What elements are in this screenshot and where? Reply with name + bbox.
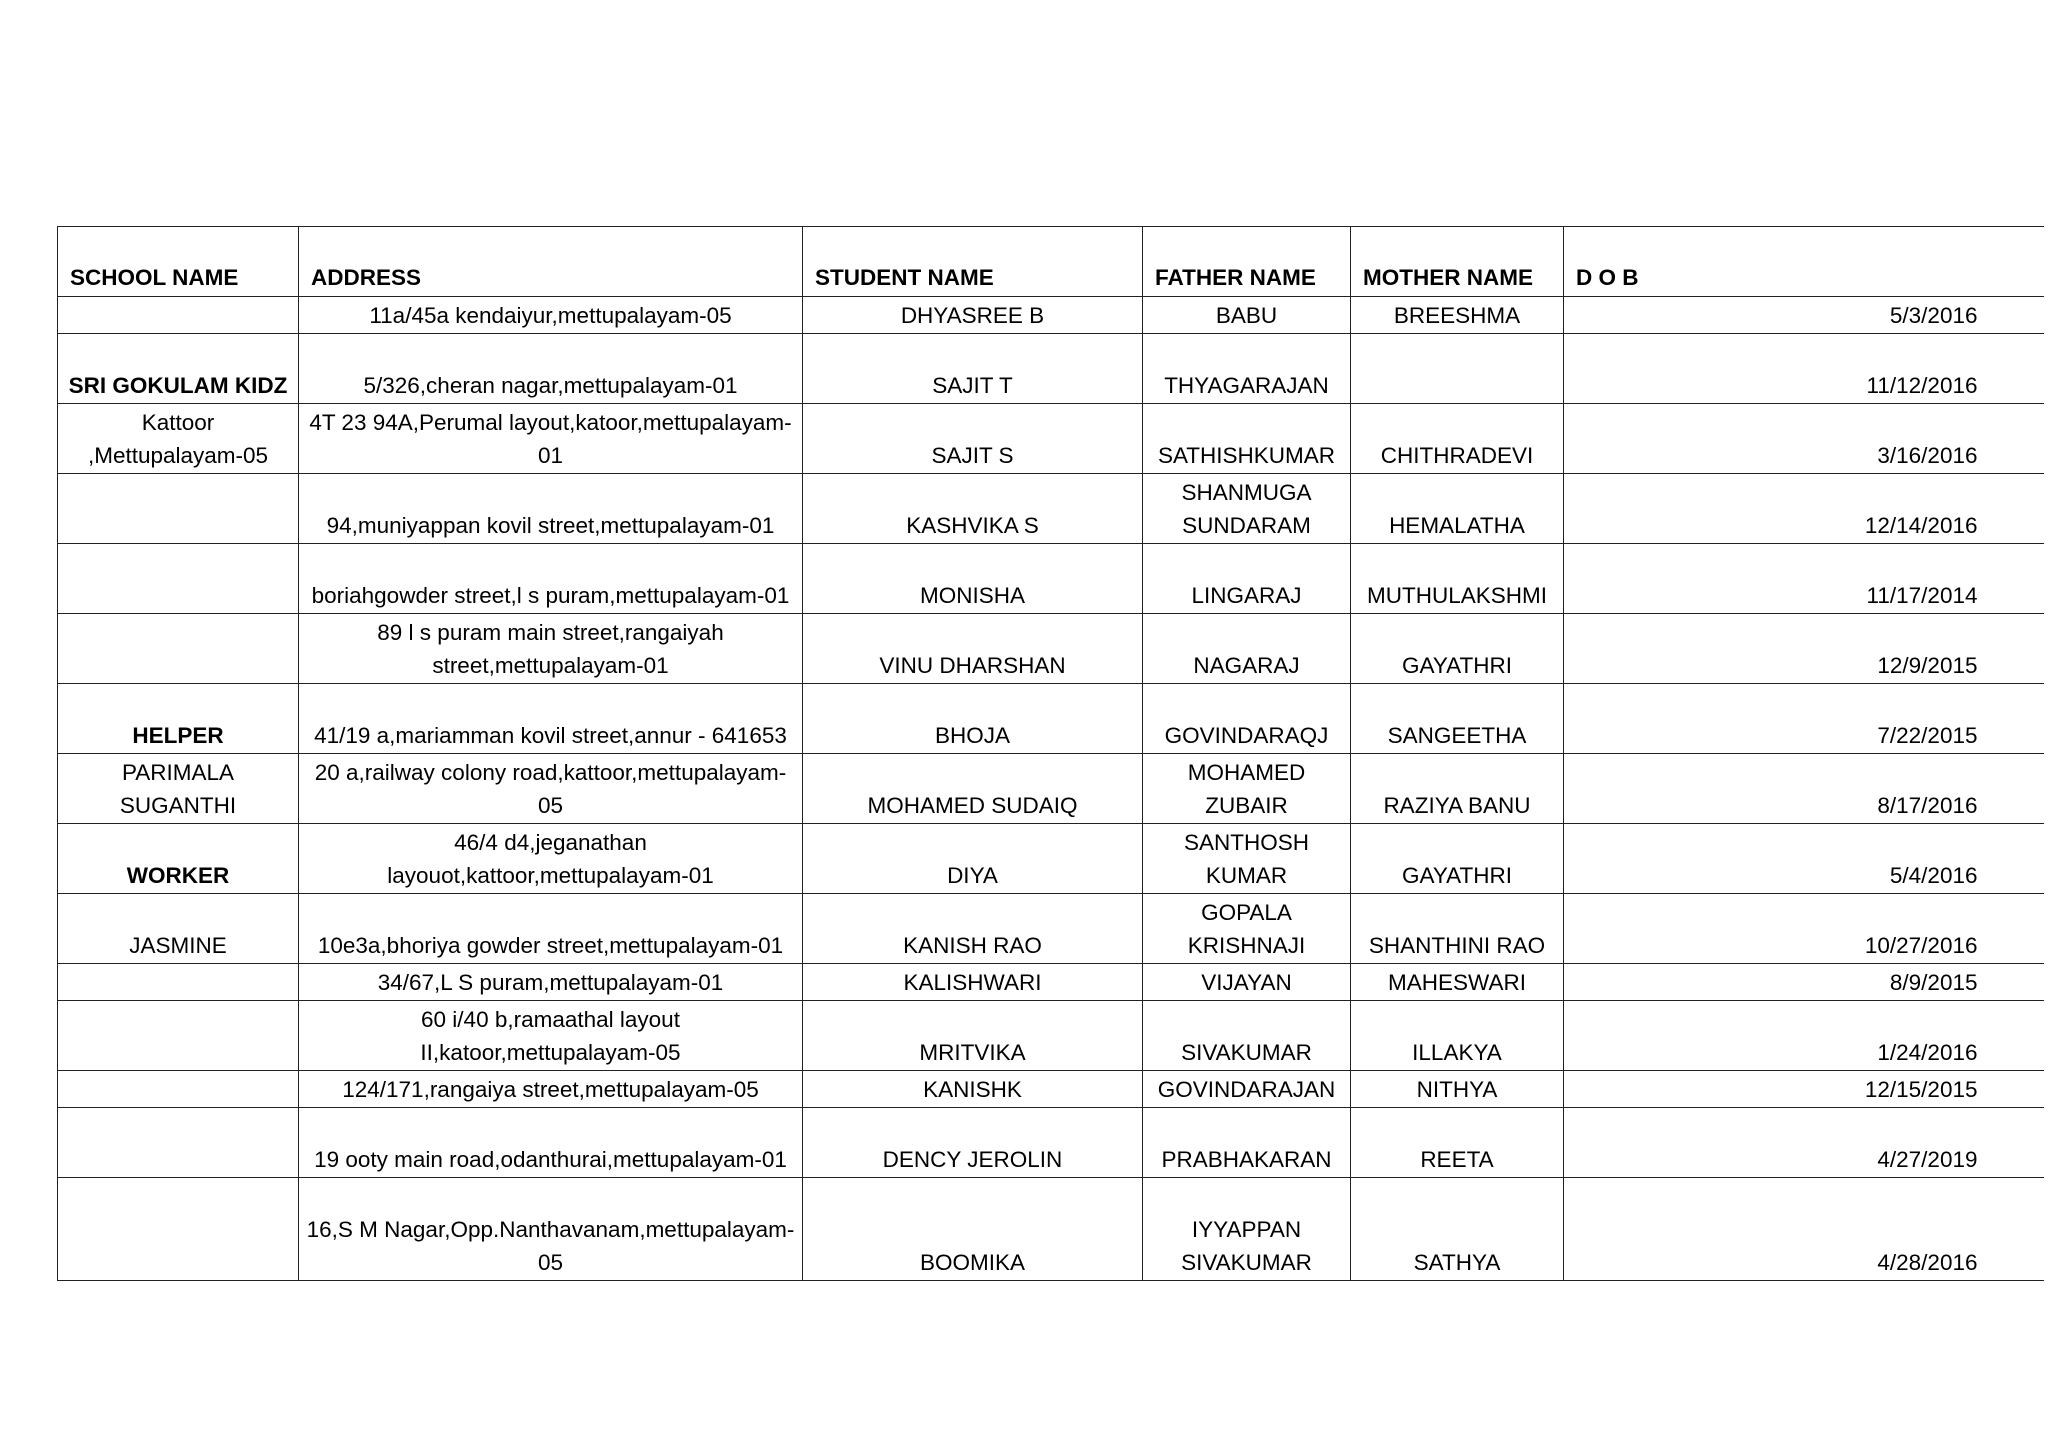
- mother-name-cell: GAYATHRI: [1351, 824, 1564, 894]
- school-name-cell: [58, 474, 299, 544]
- mother-name-cell: CHITHRADEVI: [1351, 404, 1564, 474]
- table-row: [58, 1001, 2044, 1071]
- mother-name-cell: BREESHMA: [1351, 297, 1564, 334]
- address-cell: 89 l s puram main street,rangaiyah street,mettupalayam-01: [299, 614, 803, 684]
- header-school-name: SCHOOL NAME: [58, 227, 299, 297]
- dob-cell: 3/16/2016: [1564, 404, 2044, 474]
- school-name-cell: PARIMALA SUGANTHI: [58, 754, 299, 824]
- dob-cell: 4/28/2016: [1564, 1178, 2044, 1281]
- father-name-cell: NAGARAJ: [1143, 614, 1351, 684]
- table-row: [58, 964, 2044, 1001]
- student-name-cell: DHYASREE B: [803, 297, 1143, 334]
- mother-name-cell: NITHYA: [1351, 1071, 1564, 1108]
- mother-name-cell: ILLAKYA: [1351, 1001, 1564, 1071]
- address-cell: 16,S M Nagar,Opp.Nanthavanam,mettupalayam-05: [299, 1178, 803, 1281]
- header-dob: D O B: [1564, 227, 2044, 297]
- header-address: ADDRESS: [299, 227, 803, 297]
- address-cell: 10e3a,bhoriya gowder street,mettupalayam-01: [299, 894, 803, 964]
- mother-name-cell: [1351, 334, 1564, 404]
- table-row: [58, 297, 2044, 334]
- dob-cell: 8/17/2016: [1564, 754, 2044, 824]
- father-name-cell: SIVAKUMAR: [1143, 1001, 1351, 1071]
- dob-cell: 4/27/2019: [1564, 1108, 2044, 1178]
- table-header-row: [58, 227, 2044, 297]
- dob-cell: 7/22/2015: [1564, 684, 2044, 754]
- student-name-cell: KASHVIKA S: [803, 474, 1143, 544]
- student-name-cell: KANISHK: [803, 1071, 1143, 1108]
- student-name-cell: MRITVIKA: [803, 1001, 1143, 1071]
- address-cell: 94,muniyappan kovil street,mettupalayam-01: [299, 474, 803, 544]
- mother-name-cell: RAZIYA BANU: [1351, 754, 1564, 824]
- school-name-cell: [58, 544, 299, 614]
- address-cell: 46/4 d4,jeganathan layouot,kattoor,mettupalayam-01: [299, 824, 803, 894]
- father-name-cell: BABU: [1143, 297, 1351, 334]
- student-name-cell: VINU DHARSHAN: [803, 614, 1143, 684]
- school-name-cell: [58, 1001, 299, 1071]
- dob-cell: 8/9/2015: [1564, 964, 2044, 1001]
- table-row: [58, 1071, 2044, 1108]
- student-name-cell: BHOJA: [803, 684, 1143, 754]
- table-row: [58, 1178, 2044, 1281]
- dob-cell: 11/17/2014: [1564, 544, 2044, 614]
- school-name-cell: [58, 1178, 299, 1281]
- father-name-cell: GOPALA KRISHNAJI: [1143, 894, 1351, 964]
- school-name-cell: [58, 297, 299, 334]
- dob-cell: 1/24/2016: [1564, 1001, 2044, 1071]
- mother-name-cell: MAHESWARI: [1351, 964, 1564, 1001]
- dob-cell: 10/27/2016: [1564, 894, 2044, 964]
- school-name-cell: SRI GOKULAM KIDZ: [58, 334, 299, 404]
- dob-cell: 12/15/2015: [1564, 1071, 2044, 1108]
- table-row: [58, 404, 2044, 474]
- father-name-cell: MOHAMED ZUBAIR: [1143, 754, 1351, 824]
- address-cell: 34/67,L S puram,mettupalayam-01: [299, 964, 803, 1001]
- mother-name-cell: GAYATHRI: [1351, 614, 1564, 684]
- father-name-cell: GOVINDARAQJ: [1143, 684, 1351, 754]
- dob-cell: 5/4/2016: [1564, 824, 2044, 894]
- dob-cell: 12/9/2015: [1564, 614, 2044, 684]
- father-name-cell: SATHISHKUMAR: [1143, 404, 1351, 474]
- student-name-cell: KALISHWARI: [803, 964, 1143, 1001]
- table-row: [58, 684, 2044, 754]
- student-name-cell: DIYA: [803, 824, 1143, 894]
- student-name-cell: SAJIT T: [803, 334, 1143, 404]
- header-father-name: FATHER NAME: [1143, 227, 1351, 297]
- father-name-cell: GOVINDARAJAN: [1143, 1071, 1351, 1108]
- mother-name-cell: SHANTHINI RAO: [1351, 894, 1564, 964]
- header-mother-name: MOTHER NAME: [1351, 227, 1564, 297]
- address-cell: 41/19 a,mariamman kovil street,annur - 641653: [299, 684, 803, 754]
- school-name-cell: Kattoor ,Mettupalayam-05: [58, 404, 299, 474]
- father-name-cell: LINGARAJ: [1143, 544, 1351, 614]
- address-cell: 124/171,rangaiya street,mettupalayam-05: [299, 1071, 803, 1108]
- address-cell: 19 ooty main road,odanthurai,mettupalayam-01: [299, 1108, 803, 1178]
- school-name-cell: [58, 964, 299, 1001]
- father-name-cell: VIJAYAN: [1143, 964, 1351, 1001]
- student-name-cell: MONISHA: [803, 544, 1143, 614]
- address-cell: 60 i/40 b,ramaathal layout II,katoor,mettupalayam-05: [299, 1001, 803, 1071]
- student-records-table: [57, 226, 2044, 1281]
- father-name-cell: SHANMUGA SUNDARAM: [1143, 474, 1351, 544]
- father-name-cell: PRABHAKARAN: [1143, 1108, 1351, 1178]
- school-name-cell: HELPER: [58, 684, 299, 754]
- school-name-cell: WORKER: [58, 824, 299, 894]
- mother-name-cell: REETA: [1351, 1108, 1564, 1178]
- mother-name-cell: HEMALATHA: [1351, 474, 1564, 544]
- student-name-cell: KANISH RAO: [803, 894, 1143, 964]
- dob-cell: 11/12/2016: [1564, 334, 2044, 404]
- dob-cell: 5/3/2016: [1564, 297, 2044, 334]
- father-name-cell: THYAGARAJAN: [1143, 334, 1351, 404]
- address-cell: 5/326,cheran nagar,mettupalayam-01: [299, 334, 803, 404]
- address-cell: 20 a,railway colony road,kattoor,mettupalayam-05: [299, 754, 803, 824]
- table-row: [58, 824, 2044, 894]
- school-name-cell: JASMINE: [58, 894, 299, 964]
- table-row: [58, 474, 2044, 544]
- header-student-name: STUDENT NAME: [803, 227, 1143, 297]
- student-name-cell: SAJIT S: [803, 404, 1143, 474]
- table-row: [58, 754, 2044, 824]
- mother-name-cell: SANGEETHA: [1351, 684, 1564, 754]
- student-name-cell: MOHAMED SUDAIQ: [803, 754, 1143, 824]
- student-name-cell: DENCY JEROLIN: [803, 1108, 1143, 1178]
- dob-cell: 12/14/2016: [1564, 474, 2044, 544]
- father-name-cell: IYYAPPAN SIVAKUMAR: [1143, 1178, 1351, 1281]
- mother-name-cell: SATHYA: [1351, 1178, 1564, 1281]
- mother-name-cell: MUTHULAKSHMI: [1351, 544, 1564, 614]
- table-row: [58, 334, 2044, 404]
- address-cell: 4T 23 94A,Perumal layout,katoor,mettupalayam-01: [299, 404, 803, 474]
- school-name-cell: [58, 1071, 299, 1108]
- table-row: [58, 894, 2044, 964]
- table-row: [58, 614, 2044, 684]
- school-name-cell: [58, 614, 299, 684]
- address-cell: boriahgowder street,l s puram,mettupalayam-01: [299, 544, 803, 614]
- table-row: [58, 544, 2044, 614]
- address-cell: 11a/45a kendaiyur,mettupalayam-05: [299, 297, 803, 334]
- table-row: [58, 1108, 2044, 1178]
- student-name-cell: BOOMIKA: [803, 1178, 1143, 1281]
- father-name-cell: SANTHOSH KUMAR: [1143, 824, 1351, 894]
- school-name-cell: [58, 1108, 299, 1178]
